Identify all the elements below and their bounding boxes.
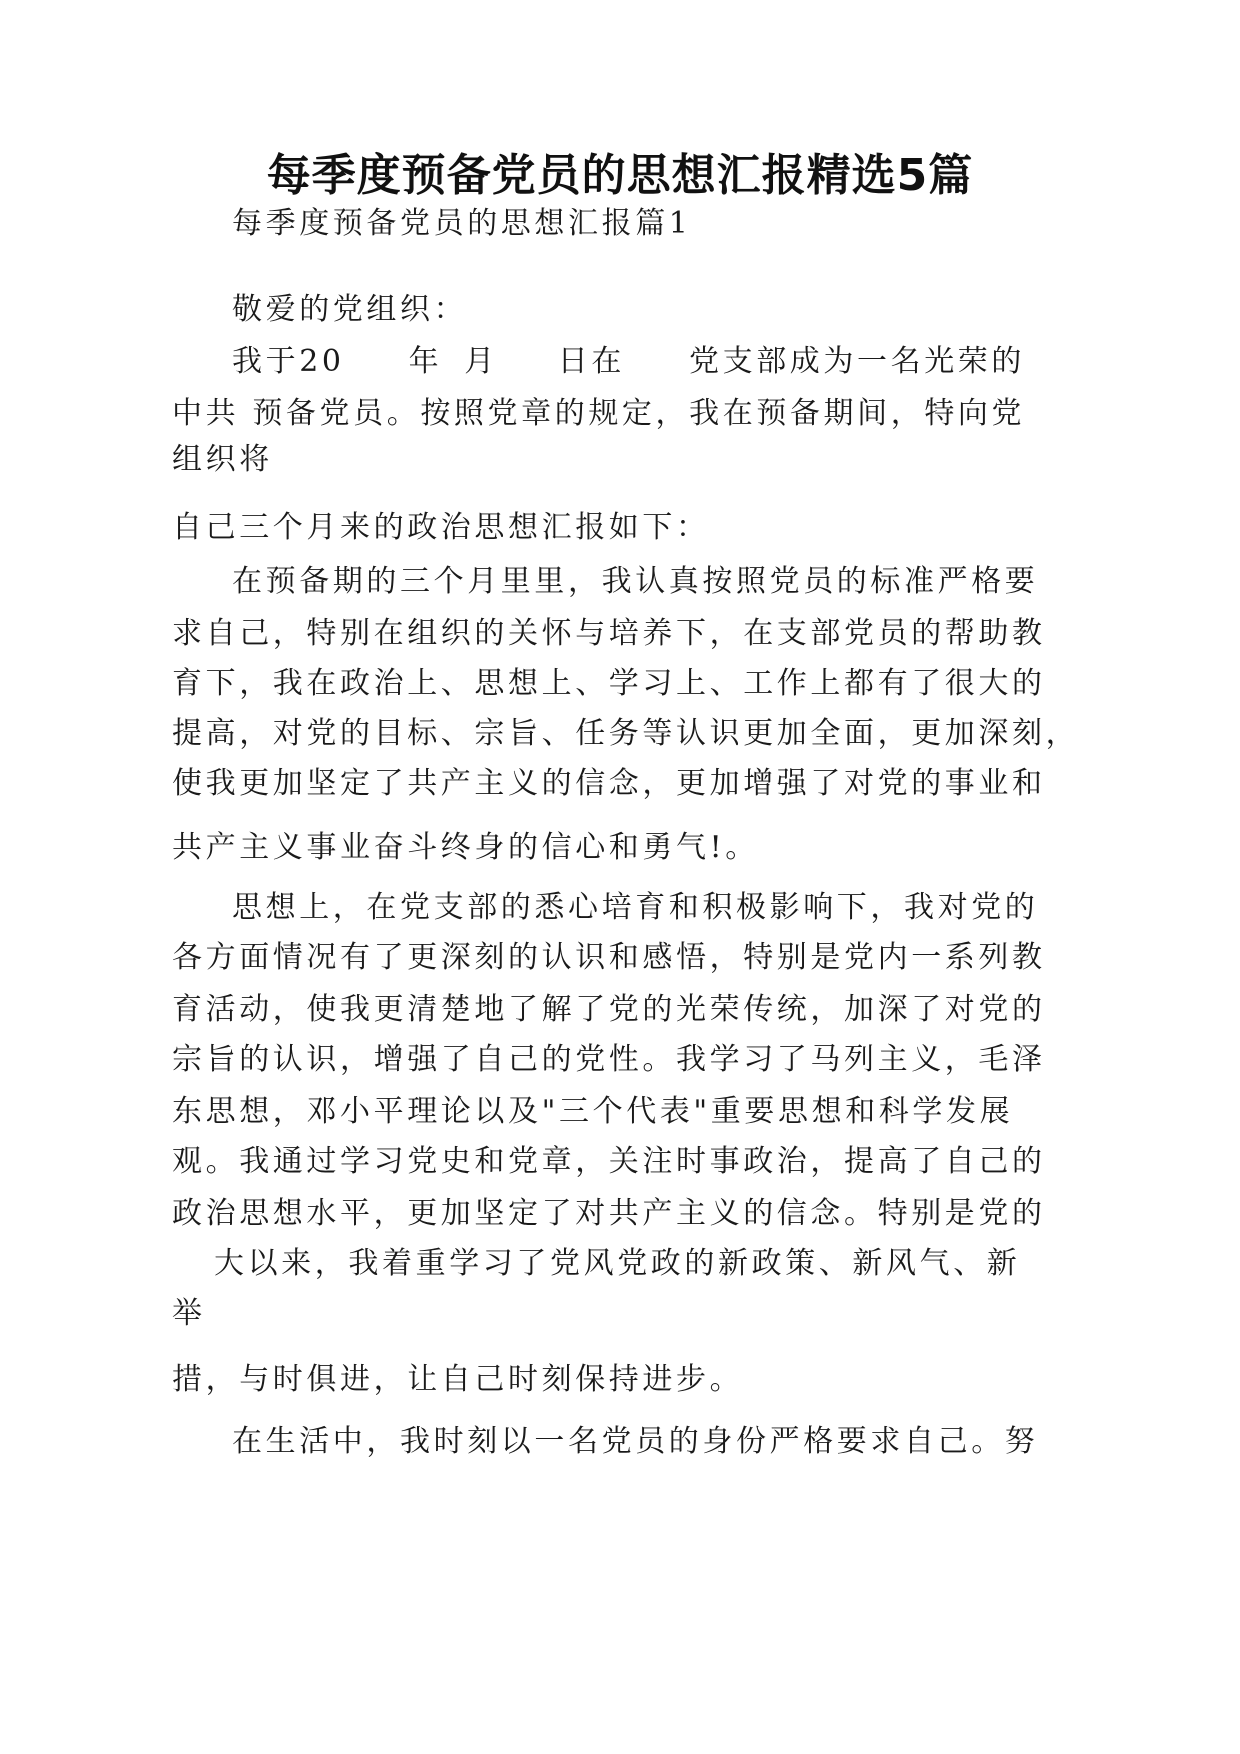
paragraph-1-line: 提高，对党的目标、宗旨、任务等认识更加全面，更加深刻， — [172, 716, 1080, 751]
paragraph-1-line: 使我更加坚定了共产主义的信念，更加增强了对党的事业和 — [172, 766, 1046, 801]
intro-line-3: 组织将 — [172, 442, 273, 477]
intro-line-4: 自己三个月来的政治思想汇报如下： — [172, 510, 710, 545]
paragraph-1-line: 在预备期的三个月里里，我认真按照党员的标准严格要 — [232, 564, 1039, 599]
intro-line-1 — [232, 342, 1025, 382]
intro-text: 月 — [464, 344, 498, 379]
intro-line-2: 中共 预备党员。按照党章的规定，我在预备期间，特向党 — [172, 396, 1026, 431]
document-title: 每季度预备党员的思想汇报精选5篇 — [266, 150, 974, 201]
intro-text: 党支部成为一名光荣的 — [689, 344, 1025, 379]
intro-text: 年 — [408, 344, 443, 379]
intro-text: 日在 — [557, 344, 625, 379]
paragraph-1-line: 共产主义事业奋斗终身的信心和勇气!。 — [172, 830, 759, 865]
paragraph-2-line: 大以来，我着重学习了党风党政的新政策、新风气、新 — [214, 1246, 1021, 1281]
section-heading: 每季度预备党员的思想汇报篇1 — [232, 206, 692, 241]
paragraph-2-line: 观。我通过学习党史和党章，关注时事政治，提高了自己的 — [172, 1144, 1046, 1179]
salutation: 敬爱的党组织： — [232, 292, 468, 327]
paragraph-2-line: 东思想，邓小平理论以及"三个代表"重要思想和科学发展 — [172, 1094, 1014, 1129]
paragraph-3-line: 在生活中，我时刻以一名党员的身份严格要求自己。努 — [232, 1424, 1039, 1459]
intro-text: 我于20 — [232, 344, 345, 379]
paragraph-2-line: 宗旨的认识，增强了自己的党性。我学习了马列主义，毛泽 — [172, 1042, 1046, 1077]
paragraph-1-line: 育下，我在政治上、思想上、学习上、工作上都有了很大的 — [172, 666, 1046, 701]
paragraph-2-line: 举 — [172, 1296, 206, 1331]
paragraph-2-line: 育活动，使我更清楚地了解了党的光荣传统，加深了对党的 — [172, 992, 1046, 1027]
paragraph-2-line: 各方面情况有了更深刻的认识和感悟，特别是党内一系列教 — [172, 940, 1046, 975]
paragraph-2-line: 政治思想水平，更加坚定了对共产主义的信念。特别是党的 — [172, 1196, 1046, 1231]
paragraph-2-line: 思想上，在党支部的悉心培育和积极影响下，我对党的 — [232, 890, 1039, 925]
paragraph-1-line: 求自己，特别在组织的关怀与培养下，在支部党员的帮助教 — [172, 616, 1046, 651]
paragraph-2-line: 措，与时俱进，让自己时刻保持进步。 — [172, 1362, 744, 1397]
